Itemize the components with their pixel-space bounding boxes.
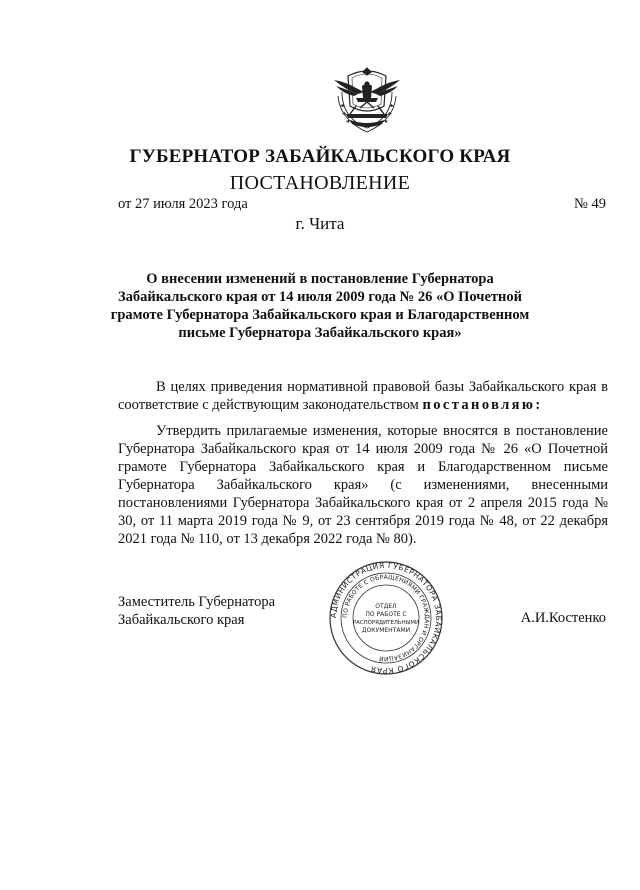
preamble-paragraph: [118, 378, 608, 414]
signer-position-line1: Заместитель Губернатора: [118, 594, 276, 610]
signer-position: [118, 593, 275, 629]
document-city: г. Чита: [295, 214, 345, 233]
stamp-inner-ring-text: ПО РАБОТЕ С ОБРАЩЕНИЯМИ ГРАЖДАН И ОРГАНИЗАЦИЙ: [341, 573, 431, 663]
document-date: от 27 июля 2023 года: [118, 196, 248, 212]
preamble-text: В целях приведения нормативной правовой базы Забайкальского края в соответствие с действующим законодательством: [118, 379, 608, 413]
decree-word: постановляю:: [422, 397, 543, 413]
coat-of-arms-emblem: [326, 62, 408, 140]
document-subject: О внесении изменений в постановление Губернатора Забайкальского края от 14 июля 2009 года № 26 «О Почетной грамоте Губернатора Забайкальского края и Благодарственном письме Губернатора Забайкальского края»: [110, 271, 530, 341]
stamp-center-line3: РАСПОРЯДИТЕЛЬНЫМИ: [352, 620, 420, 626]
document-type: ПОСТАНОВЛЕНИЕ: [229, 172, 411, 194]
stamp-center-line4: ДОКУМЕНТАМИ: [361, 627, 411, 634]
authority-title: ГУБЕРНАТОР ЗАБАЙКАЛЬСКОГО КРАЯ: [129, 146, 511, 167]
stamp-center-line2: ПО РАБОТЕ С: [365, 611, 407, 618]
signer-position-line2: Забайкальского края: [118, 612, 245, 628]
official-seal-stamp: [328, 560, 444, 676]
signer-name: А.И.Костенко: [520, 610, 606, 626]
stamp-outer-ring-text: АДМИНИСТРАЦИЯ ГУБЕРНАТОРА ЗАБАЙКАЛЬСКОГО КРАЯ: [328, 560, 444, 676]
body-paragraph: Утвердить прилагаемые изменения, которые вносятся в постановление Губернатора Забайкальского края от 14 июля 2009 года № 26 «О Почетной грамоте Губернатора Забайкальского края и Благодарственном письме Губернатора Забайкальского края» (с изменениями, внесенными постановлениями Губернатора Забайкальского края от 2 апреля 2015 года № 30, от 11 марта 2019 года № 9, от 23 сентября 2019 года № 48, от 22 декабря 2021 года № 110, от 13 декабря 2022 года № 80).: [118, 423, 608, 547]
document-number: № 49: [574, 196, 606, 212]
stamp-center-line1: ОТДЕЛ: [375, 603, 397, 610]
